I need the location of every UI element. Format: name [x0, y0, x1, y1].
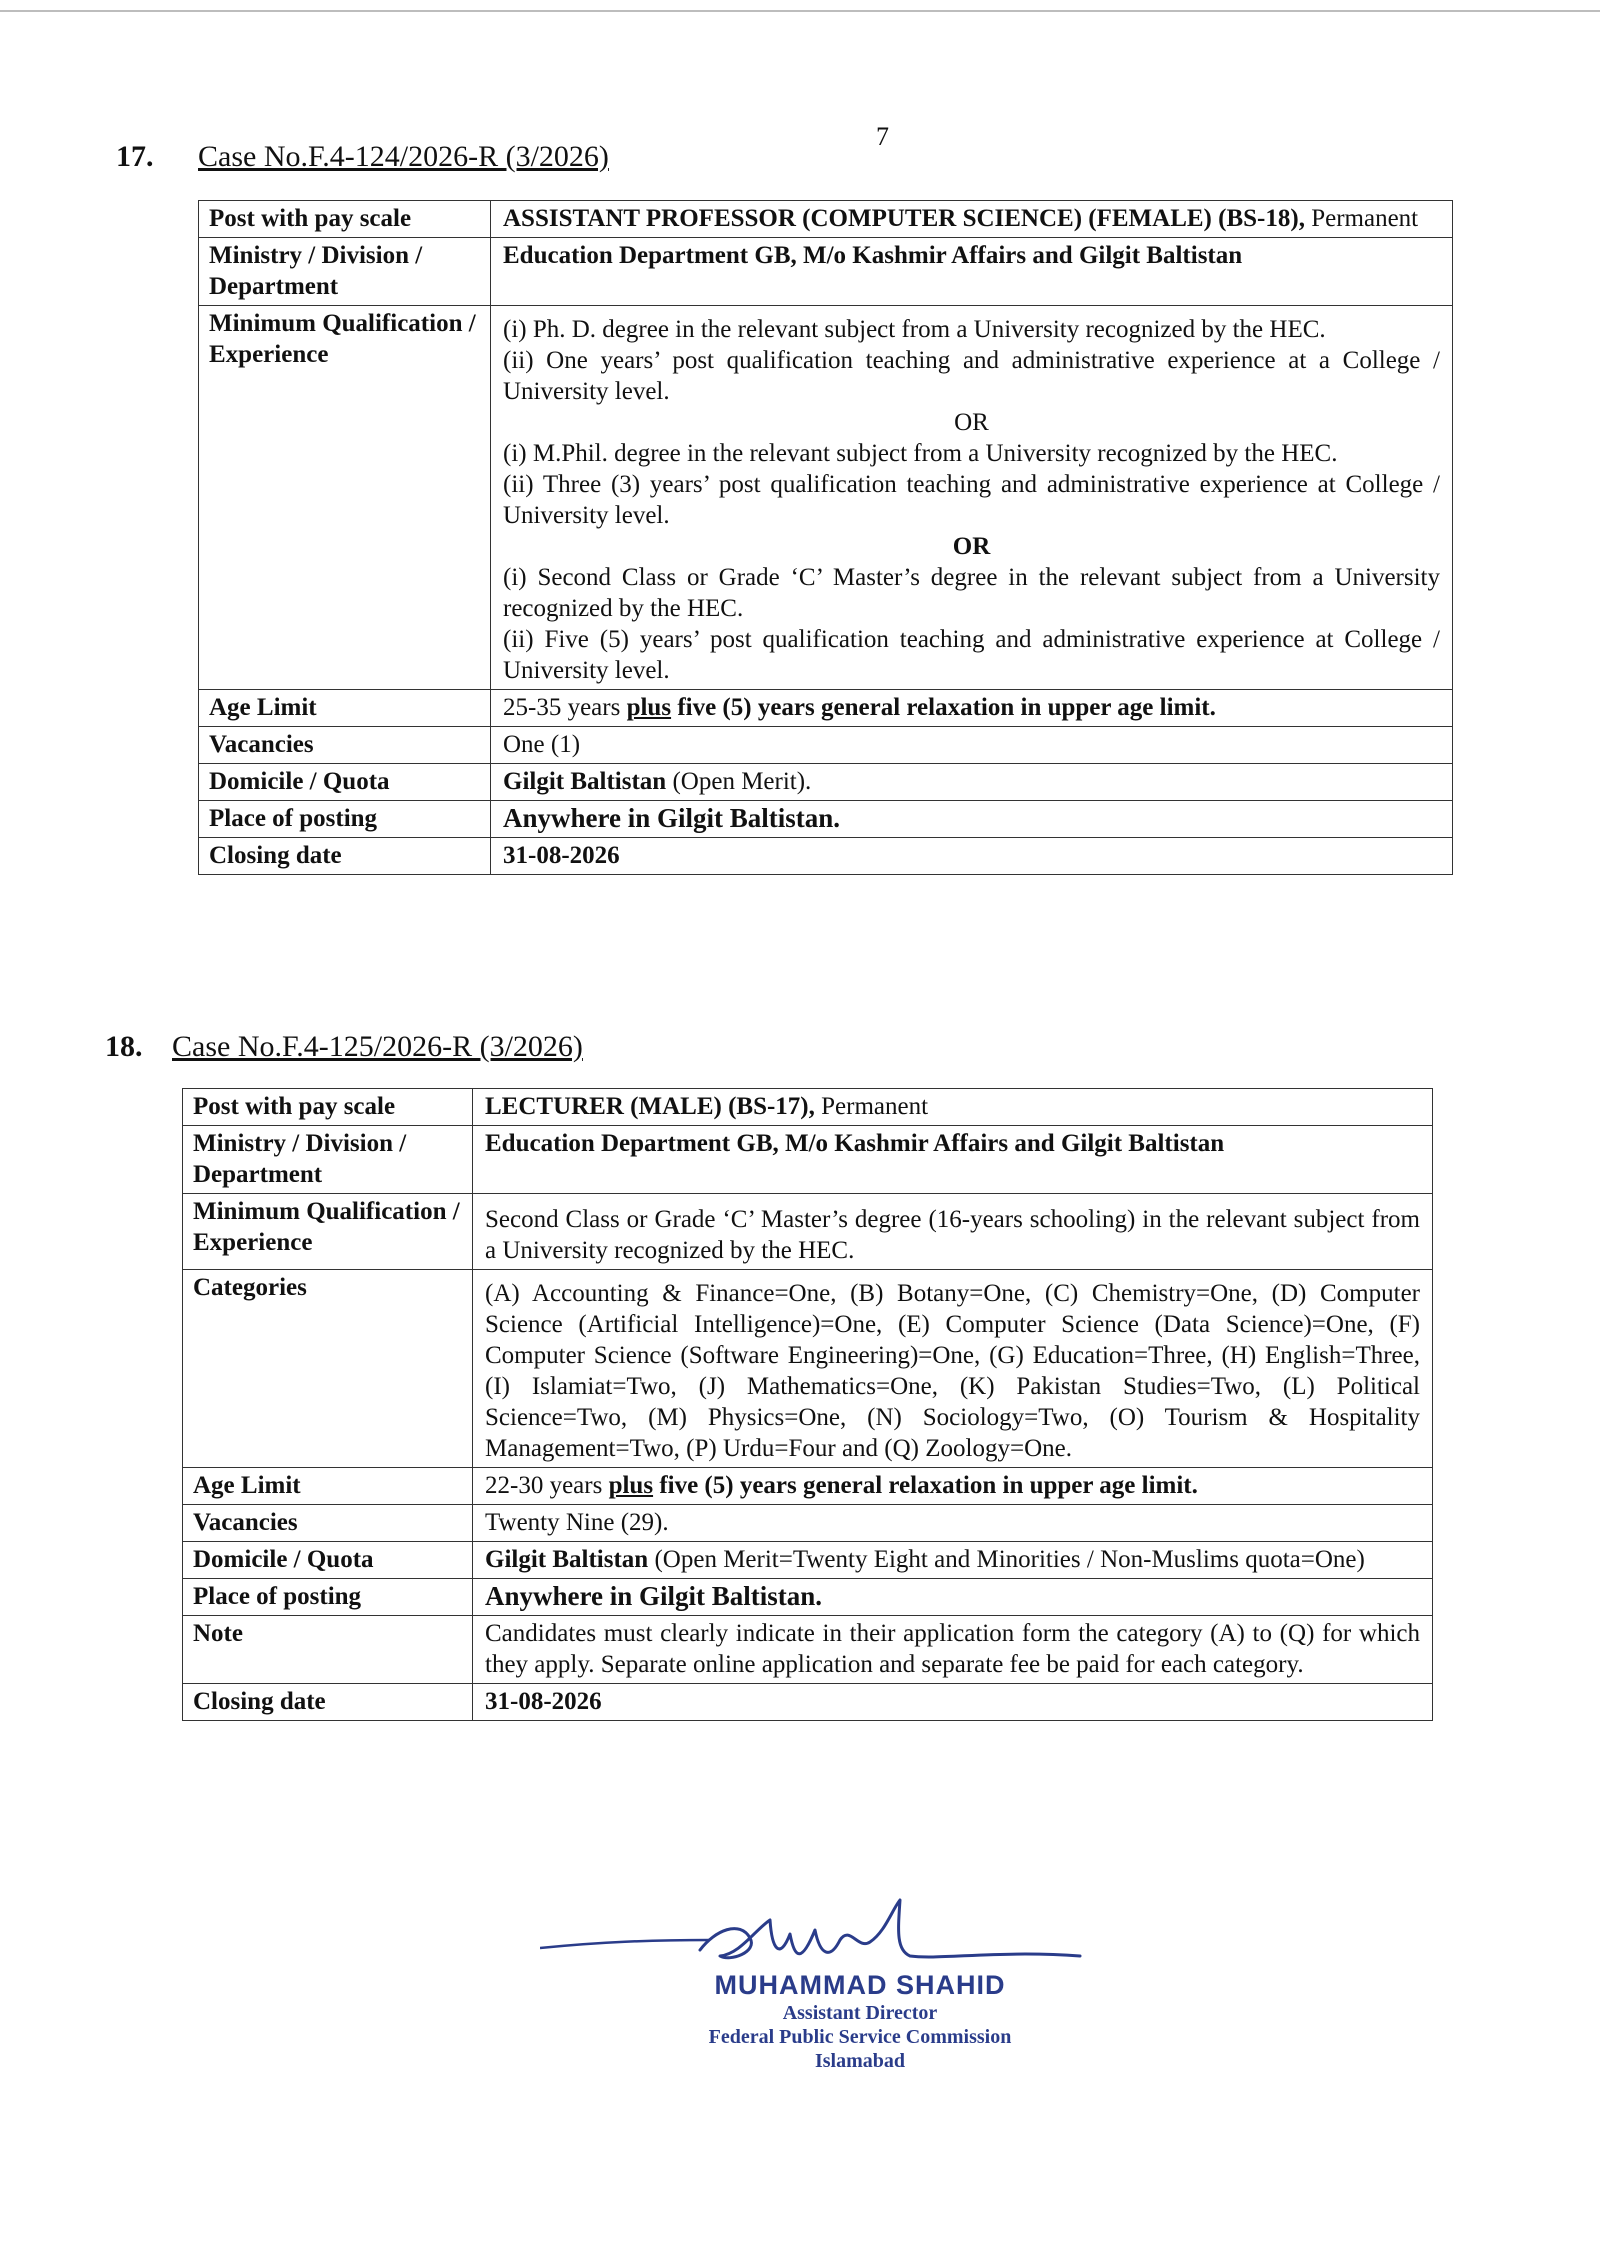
- post-type: Permanent: [814, 1093, 929, 1120]
- qual-option-3-degree: (i) Second Class or Grade ‘C’ Master’s degree in the relevant subject from a University recognized by the HEC.: [503, 564, 1440, 622]
- label-qualification: Minimum Qualification / Experience: [183, 1194, 473, 1270]
- table-row: [183, 1089, 1433, 1126]
- case-18-heading: [105, 1030, 905, 1070]
- domicile-region: Gilgit Baltistan: [485, 1546, 649, 1573]
- value-age-limit: [491, 690, 1453, 727]
- qual-option-2-experience: (ii) Three (3) years’ post qualification teaching and administrative experience at College / University level.: [503, 471, 1440, 529]
- table-row: [183, 1468, 1433, 1505]
- post-title: ASSISTANT PROFESSOR (COMPUTER SCIENCE) (FEMALE) (BS-18),: [503, 205, 1305, 232]
- value-post: [491, 201, 1453, 238]
- label-posting: Place of posting: [199, 801, 491, 838]
- case-18-table: [182, 1088, 1433, 1721]
- qual-option-2-degree: (i) M.Phil. degree in the relevant subject from a University recognized by the HEC.: [503, 440, 1338, 467]
- table-row: [183, 1616, 1433, 1684]
- value-age-limit: [473, 1468, 1433, 1505]
- table-row: [199, 690, 1453, 727]
- label-vacancies: Vacancies: [183, 1505, 473, 1542]
- label-ministry: Ministry / Division / Department: [183, 1126, 473, 1194]
- label-posting: Place of posting: [183, 1579, 473, 1616]
- table-row: [199, 764, 1453, 801]
- label-domicile: Domicile / Quota: [199, 764, 491, 801]
- value-domicile: [473, 1542, 1433, 1579]
- table-row: [199, 838, 1453, 875]
- table-row: [183, 1542, 1433, 1579]
- qual-or-separator: OR: [952, 533, 991, 560]
- label-vacancies: Vacancies: [199, 727, 491, 764]
- label-closing-date: Closing date: [199, 838, 491, 875]
- post-type: Permanent: [1304, 205, 1419, 232]
- qual-option-1-experience: (ii) One years’ post qualification teaching and administrative experience at a College / University level.: [503, 347, 1440, 405]
- value-post: [473, 1089, 1433, 1126]
- signatory-designation: Assistant Director: [782, 2002, 938, 2024]
- table-row: [183, 1505, 1433, 1542]
- value-categories: (A) Accounting & Finance=One, (B) Botany=One, (C) Chemistry=One, (D) Computer Science (Artificial Intelligence)=One, (E) Computer Science (Data Science)=One, (F) Computer Science (Software Engineering)=One, (G) Education=Three, (H) English=Three, (I) Islamiat=Two, (J) Mathematics=One, (K) Pakistan Studies=Two, (L) Political Science=Two, (M) Physics=One, (N) Sociology=Two, (O) Tourism & Hospitality Management=Two, (P) Urdu=Four and (Q) Zoology=One.: [473, 1270, 1433, 1468]
- domicile-quota: (Open Merit=Twenty Eight and Minorities / Non-Muslims quota=One): [648, 1546, 1365, 1573]
- label-ministry: Ministry / Division / Department: [199, 238, 491, 306]
- label-qualification: Minimum Qualification / Experience: [199, 306, 491, 690]
- age-range: 25-35 years: [503, 694, 627, 721]
- age-relaxation: five (5) years general relaxation in upper age limit.: [653, 1472, 1198, 1499]
- case-17-heading: [116, 140, 916, 180]
- value-qualification: Second Class or Grade ‘C’ Master’s degree (16-years schooling) in the relevant subject from a University recognized by the HEC.: [473, 1194, 1433, 1270]
- label-age-limit: Age Limit: [199, 690, 491, 727]
- value-ministry: Education Department GB, M/o Kashmir Affairs and Gilgit Baltistan: [491, 238, 1453, 306]
- table-row: [199, 801, 1453, 838]
- value-posting: Anywhere in Gilgit Baltistan.: [491, 801, 1453, 838]
- signatory-organization: Federal Public Service Commission: [708, 2026, 1012, 2048]
- domicile-region: Gilgit Baltistan: [503, 768, 667, 795]
- table-row: [183, 1684, 1433, 1721]
- label-post: Post with pay scale: [199, 201, 491, 238]
- value-qualification: [491, 306, 1453, 690]
- domicile-quota: (Open Merit).: [666, 768, 812, 795]
- table-row: [199, 201, 1453, 238]
- qual-or-separator: OR: [954, 409, 989, 436]
- signatory-name: MUHAMMAD SHAHID: [714, 1970, 1006, 2000]
- table-row: [183, 1126, 1433, 1194]
- table-row: [199, 238, 1453, 306]
- qual-option-3-experience: (ii) Five (5) years’ post qualification teaching and administrative experience at College / University level.: [503, 626, 1440, 684]
- label-note: Note: [183, 1616, 473, 1684]
- label-domicile: Domicile / Quota: [183, 1542, 473, 1579]
- label-age-limit: Age Limit: [183, 1468, 473, 1505]
- value-vacancies: One (1): [491, 727, 1453, 764]
- signatory-city: Islamabad: [814, 2050, 906, 2072]
- value-posting: Anywhere in Gilgit Baltistan.: [473, 1579, 1433, 1616]
- value-domicile: [491, 764, 1453, 801]
- value-note: Candidates must clearly indicate in their application form the category (A) to (Q) for which they apply. Separate online application and separate fee be paid for each category.: [473, 1616, 1433, 1684]
- label-closing-date: Closing date: [183, 1684, 473, 1721]
- table-row: [199, 727, 1453, 764]
- value-vacancies: Twenty Nine (29).: [473, 1505, 1433, 1542]
- signatory-block: [640, 1970, 1080, 2073]
- page-number: 7: [876, 122, 889, 151]
- case-serial: 18.: [105, 1030, 143, 1063]
- table-row: [199, 306, 1453, 690]
- case-number: Case No.F.4-125/2026-R (3/2026): [172, 1030, 583, 1063]
- age-range: 22-30 years: [485, 1472, 609, 1499]
- case-17-table: [198, 200, 1453, 875]
- post-title: LECTURER (MALE) (BS-17),: [485, 1093, 815, 1120]
- value-ministry: Education Department GB, M/o Kashmir Affairs and Gilgit Baltistan: [473, 1126, 1433, 1194]
- scan-top-rule: [0, 10, 1600, 12]
- age-plus: plus: [608, 1472, 654, 1499]
- value-closing-date: 31-08-2026: [473, 1684, 1433, 1721]
- age-plus: plus: [626, 694, 672, 721]
- case-number: Case No.F.4-124/2026-R (3/2026): [198, 140, 609, 173]
- age-relaxation: five (5) years general relaxation in upper age limit.: [671, 694, 1216, 721]
- label-post: Post with pay scale: [183, 1089, 473, 1126]
- value-closing-date: 31-08-2026: [491, 838, 1453, 875]
- table-row: [183, 1270, 1433, 1468]
- case-serial: 17.: [116, 140, 154, 173]
- table-row: [183, 1579, 1433, 1616]
- qual-option-1-degree: (i) Ph. D. degree in the relevant subject from a University recognized by the HEC.: [503, 316, 1326, 343]
- label-categories: Categories: [183, 1270, 473, 1468]
- table-row: [183, 1194, 1433, 1270]
